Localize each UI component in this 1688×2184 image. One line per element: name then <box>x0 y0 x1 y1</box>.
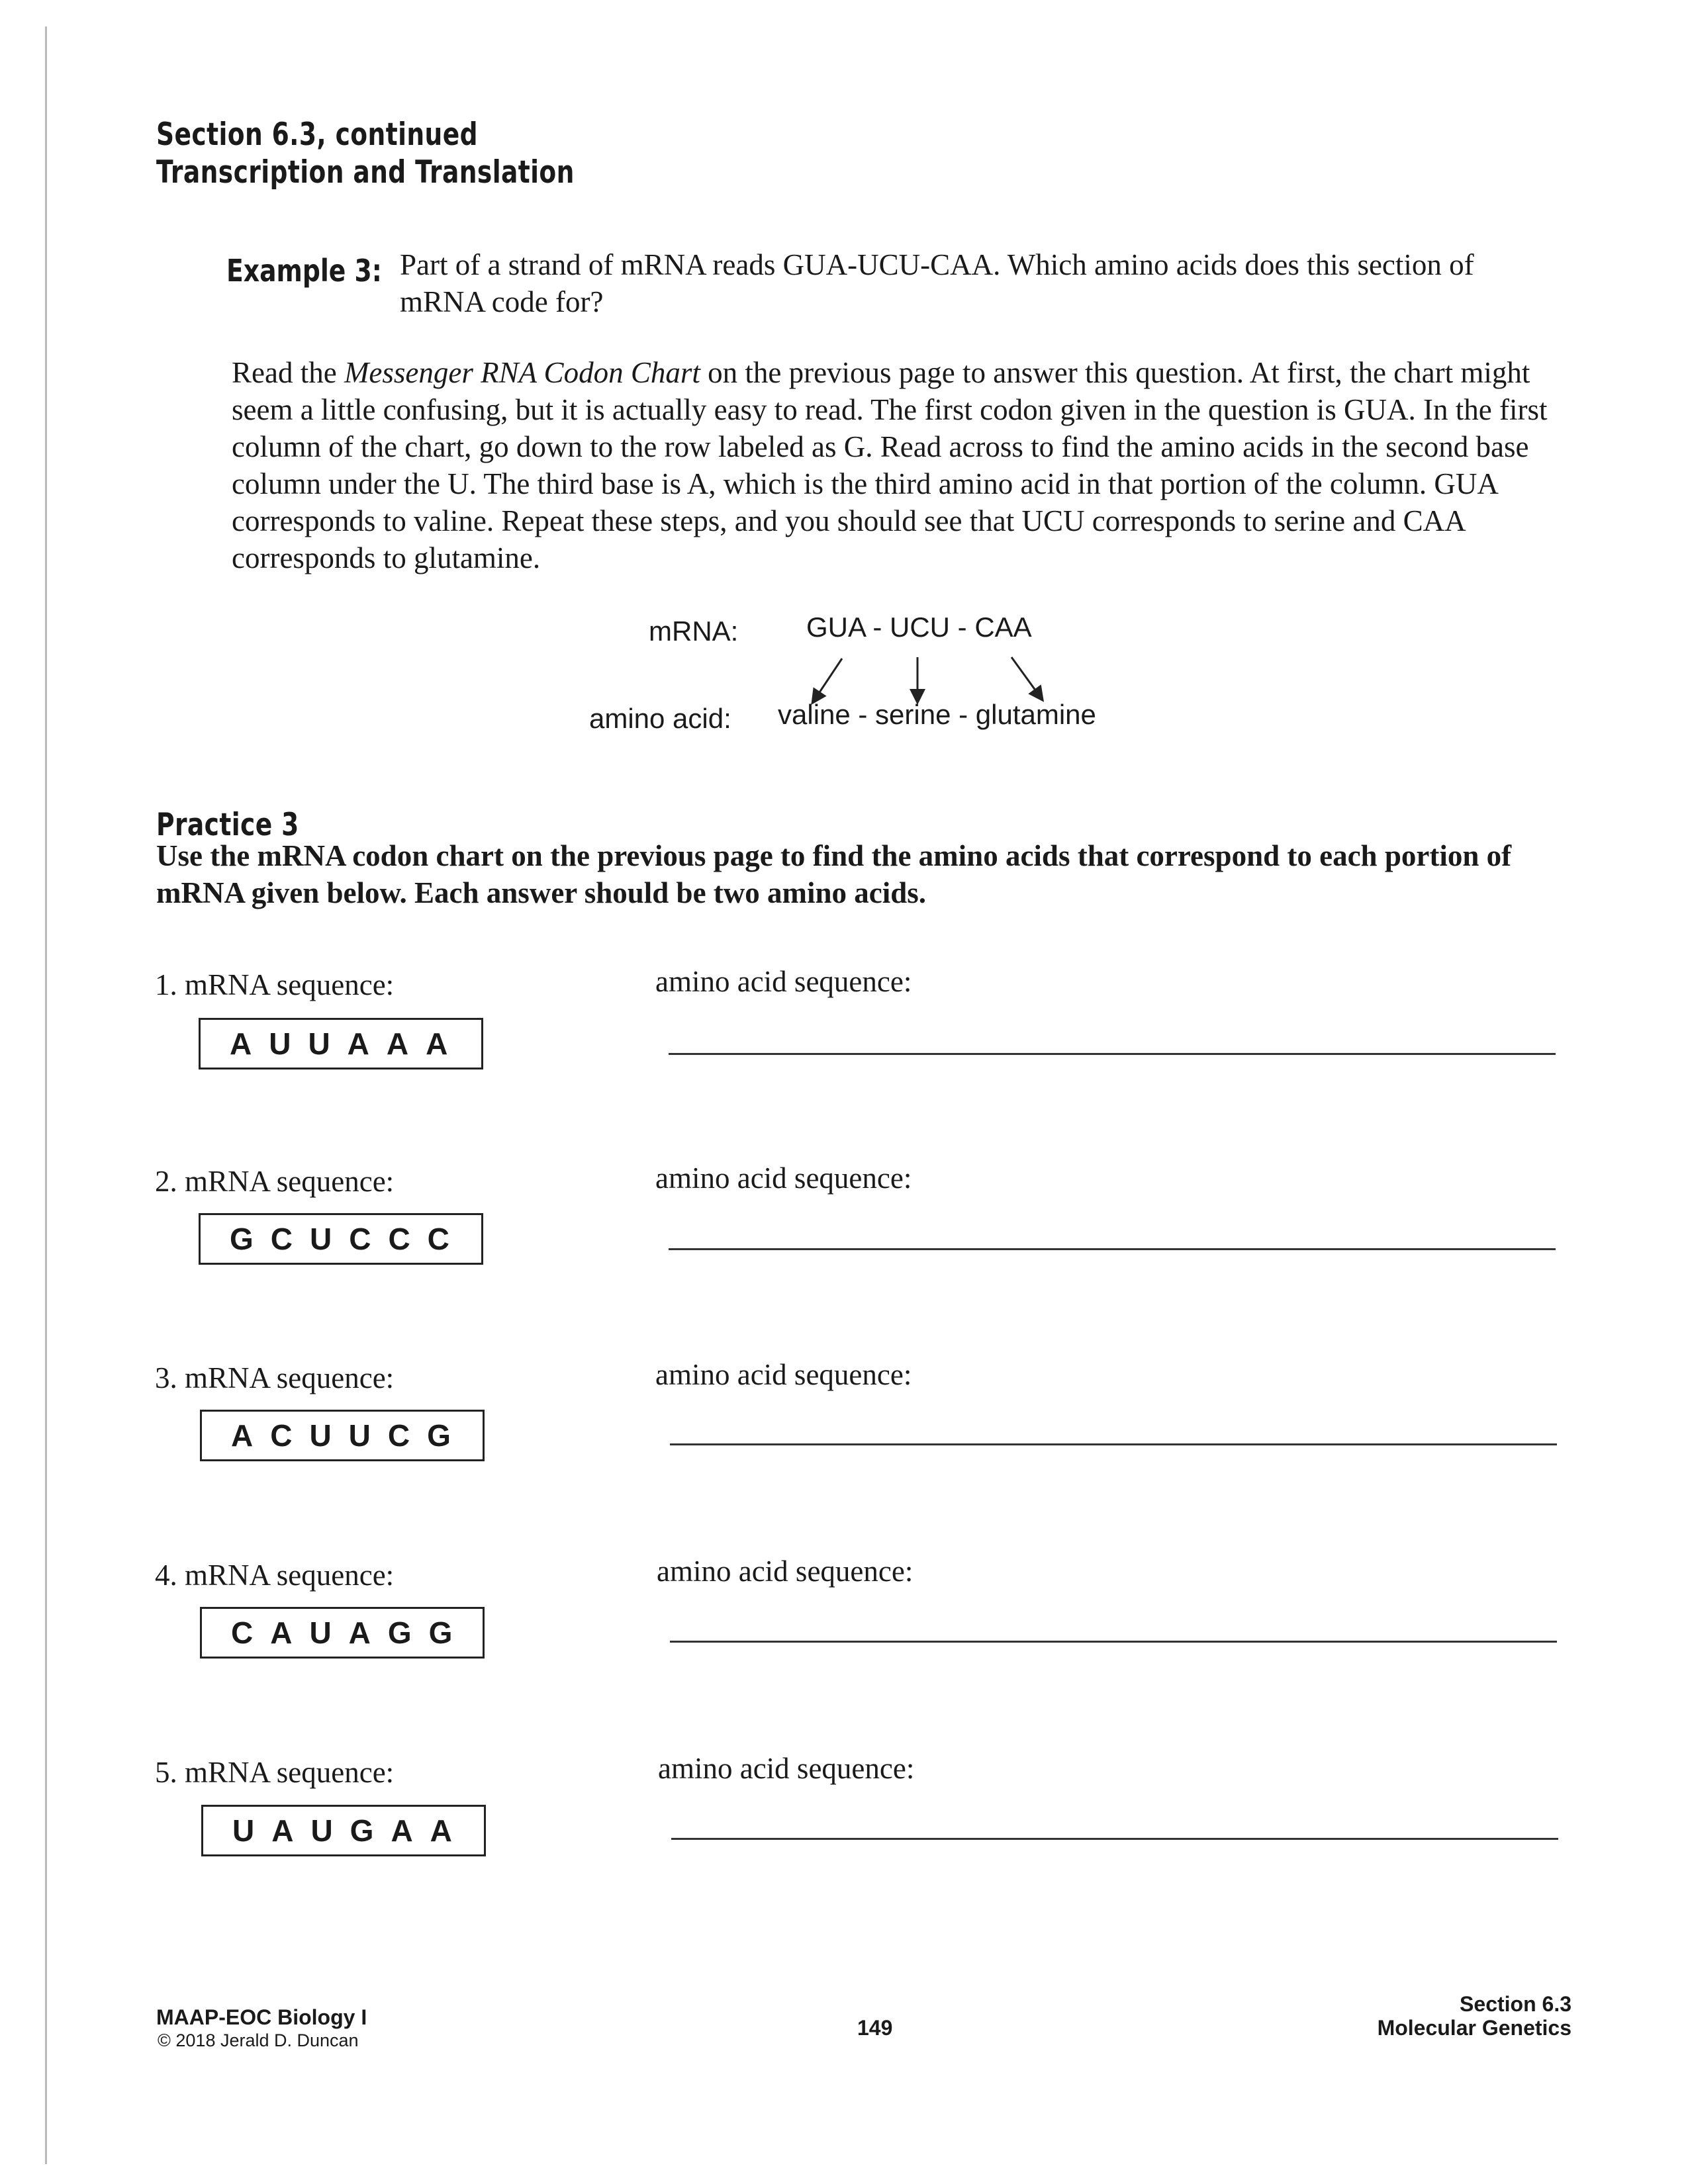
answer-line-4[interactable] <box>670 1640 1557 1643</box>
mrna-sequence-box: UAUGAA <box>201 1805 486 1856</box>
footer-topic: Molecular Genetics <box>1377 2016 1571 2040</box>
practice-instructions: Use the mRNA codon chart on the previous page to find the amino acids that correspond to each portion of mRNA given below. Each answer should be two amino acids. <box>156 839 1512 909</box>
amino-acid-label: amino acid sequence: <box>655 1161 912 1195</box>
mrna-sequence-label: mRNA sequence: <box>185 1361 395 1394</box>
example-label: Example 3: <box>226 253 382 289</box>
item-number: 5. <box>155 1756 177 1789</box>
answer-line-2[interactable] <box>669 1248 1556 1250</box>
item-4-label <box>155 1557 394 1594</box>
footer-copyright: © 2018 Jerald D. Duncan <box>158 2030 359 2050</box>
answer-line-1[interactable] <box>669 1052 1556 1055</box>
arrow-caa-glutamine <box>1011 657 1039 696</box>
mrna-sequence-box: AUUAAA <box>199 1018 483 1069</box>
section-subheading: Transcription and Translation <box>156 154 575 191</box>
item-number: 1. <box>155 968 177 1001</box>
example-explanation <box>232 354 1549 576</box>
diagram-mrna-sequence: GUA - UCU - CAA <box>806 612 1032 643</box>
mrna-sequence-label: mRNA sequence: <box>185 1756 395 1789</box>
arrow-gua-valine <box>816 659 842 698</box>
item-number: 2. <box>155 1165 177 1198</box>
example-question: Part of a strand of mRNA reads GUA-UCU-CAA. Which amino acids does this section of mRNA code for? <box>400 248 1474 318</box>
item-number: 3. <box>155 1361 177 1394</box>
mrna-sequence-label: mRNA sequence: <box>185 1559 395 1592</box>
section-heading: Section 6.3, continued <box>156 116 478 153</box>
mrna-sequence-box: CAUAGG <box>200 1607 485 1659</box>
binding-edge <box>45 26 47 2164</box>
item-number: 4. <box>155 1559 177 1592</box>
footer-book-title: MAAP-EOC Biology I <box>156 2005 367 2029</box>
mrna-sequence-label: mRNA sequence: <box>185 1165 395 1198</box>
diagram-amino-label: amino acid: <box>589 703 731 734</box>
mrna-sequence-box: GCUCCC <box>199 1213 483 1265</box>
item-5-label <box>155 1754 394 1791</box>
amino-acid-label: amino acid sequence: <box>655 1358 912 1391</box>
amino-acid-label: amino acid sequence: <box>657 1555 914 1588</box>
codon-chart-title: Messenger RNA Codon Chart <box>344 356 700 389</box>
item-2-label <box>155 1163 394 1200</box>
answer-line-3[interactable] <box>670 1443 1557 1445</box>
practice-title: Practice 3 <box>156 807 299 843</box>
amino-acid-label: amino acid sequence: <box>655 965 912 998</box>
diagram-mrna-label: mRNA: <box>649 615 739 647</box>
amino-acid-label: amino acid sequence: <box>658 1752 915 1785</box>
answer-line-5[interactable] <box>671 1837 1558 1840</box>
item-1-label <box>155 966 394 1003</box>
explanation-prefix: Read the <box>232 356 344 389</box>
explanation-body: on the previous page to answer this question. At first, the chart might seem a little confusing, but it is actually easy to read. The first codon given in the question is GUA. In the first column of the chart, go down to the row labeled as G. Read across to find the amino acids in the second base column under the U. The third base is A, which is the third amino acid in that portion of the column. GUA corresponds to valine. Repeat these steps, and you should see that UCU corresponds to serine and CAA corresponds to glutamine. <box>232 356 1548 574</box>
mrna-sequence-label: mRNA sequence: <box>185 968 395 1001</box>
diagram-amino-sequence: valine - serine - glutamine <box>778 699 1096 730</box>
item-3-label <box>155 1359 394 1396</box>
footer-section: Section 6.3 <box>1460 1992 1571 2016</box>
page-number: 149 <box>857 2016 893 2040</box>
mrna-sequence-box: ACUUCG <box>200 1410 485 1461</box>
